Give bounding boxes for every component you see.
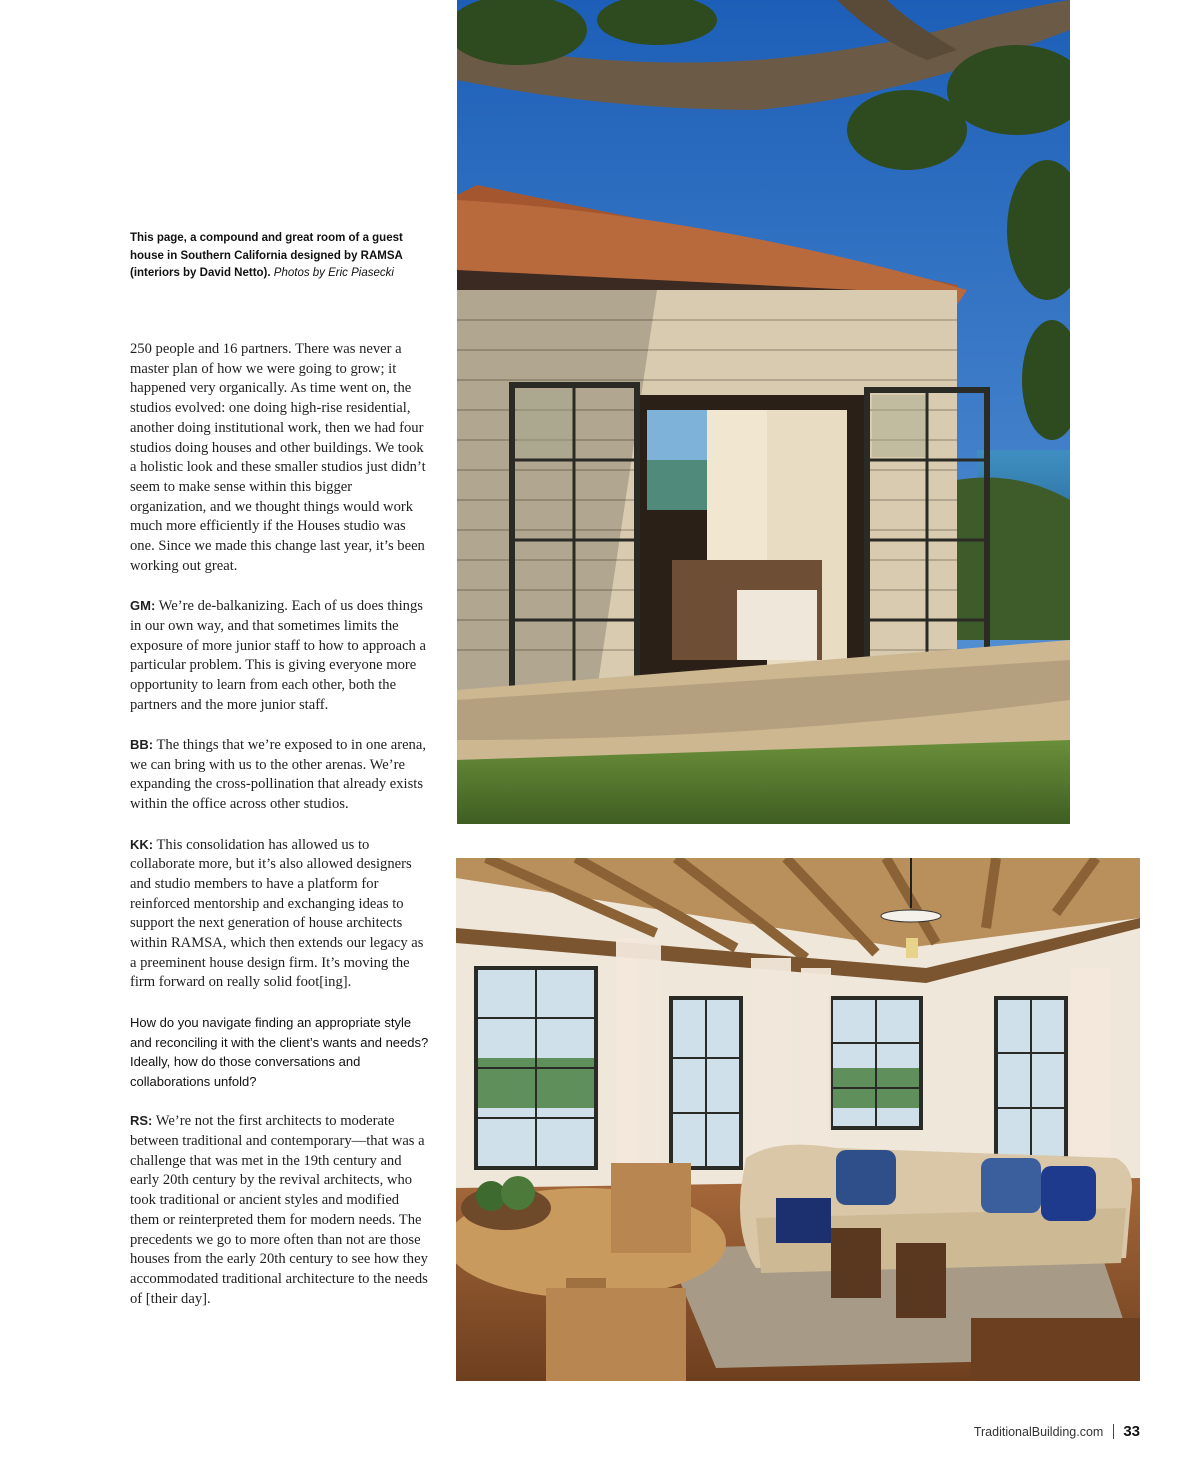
speaker-rs: RS: <box>130 1113 153 1129</box>
speaker-kk: KK: <box>130 836 154 852</box>
speaker-gm: GM: <box>130 598 156 614</box>
article-paragraph <box>130 596 430 715</box>
interview-question: How do you navigate finding an appropriate style and reconciling it with the client’s wants and needs? Ideally, how do those conversations and collaborations unfold? <box>130 1014 429 1089</box>
speaker-bb: BB: <box>130 737 154 753</box>
article-paragraph <box>130 1111 430 1309</box>
photo-caption <box>130 230 420 283</box>
great-room-interior-photo <box>456 858 1140 1381</box>
footer-website: TraditionalBuilding.com <box>973 1424 1104 1439</box>
article-paragraph: 250 people and 16 partners. There was never a master plan of how we were going to grow; it happened very organically. As time went on, the studios evolved: one doing high-rise residential, another doing institutional work, then we had four studios doing houses and other buildings. We took a holistic look and these smaller studios just didn’t seem to make sense within this bigger organization, and we thought things would work much more efficiently if the Houses studio was one. Since we made this change last year, it’s been working out great. <box>130 341 426 574</box>
interior-illustration <box>456 858 1140 1381</box>
speaker-text: We’re de-balkanizing. Each of us does things in our own way, and that sometimes limits the exposure of more junior staff to how to approach a particular problem. This is giving everyone more opportunity to learn from each other, both the partners and the more junior staff. <box>130 598 426 713</box>
guest-house-exterior-photo <box>457 0 1070 824</box>
speaker-text: We’re not the first architects to moderate between traditional and contemporary—that was a challenge that was met in the 19th century and early 20th century by the revival architects, who took traditional or ancient styles and modified them or reinterpreted them for modern needs. The precedents we go to more often than not are those houses from the early 20th century to see how they accommodated traditional architecture to the needs of [their day]. <box>130 1113 428 1307</box>
page-footer <box>974 1423 1140 1440</box>
article-column <box>130 340 430 1329</box>
article-paragraph <box>130 835 430 994</box>
footer-divider <box>1113 1424 1114 1439</box>
speaker-text: The things that we’re exposed to in one arena, we can bring with us to the other arenas. We’re expanding the cross-pollination that already exists within the office across other studios. <box>130 737 426 813</box>
article-paragraph <box>130 735 430 815</box>
speaker-text: This consolidation has allowed us to collaborate more, but it’s also allowed designers and studio members to have a platform for reinforced mentorship and exchanging ideas to support the next generation of house architects within RAMSA, which then extends our legacy as a preeminent house design firm. It’s moving the firm forward on really solid foot[ing]. <box>130 836 424 991</box>
caption-text: This page, a compound and great room of a guest house in Southern California designed by RAMSA (interiors by David Netto). <box>130 232 403 279</box>
exterior-illustration <box>457 0 1070 824</box>
photo-credit: Photos by Eric Piasecki <box>273 267 394 279</box>
page-number: 33 <box>1123 1423 1140 1440</box>
